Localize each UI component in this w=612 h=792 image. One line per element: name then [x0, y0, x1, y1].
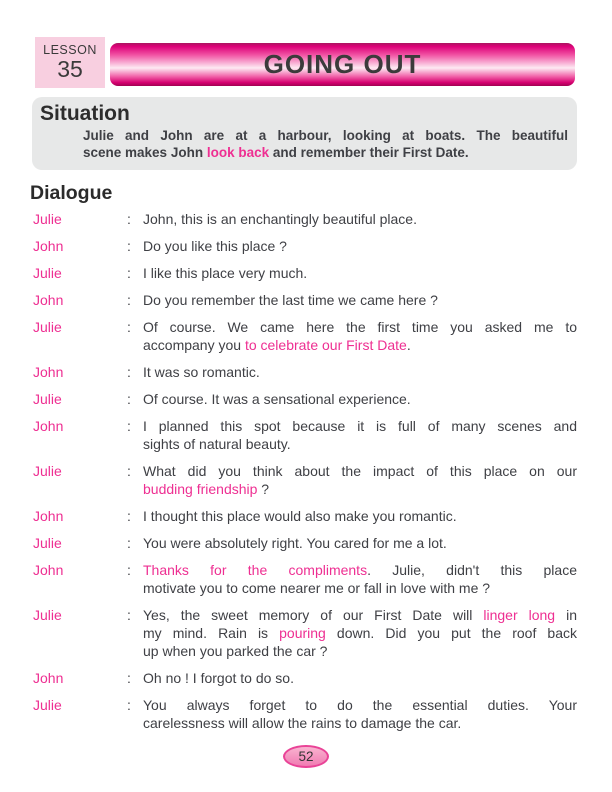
speaker-name: John [33, 670, 64, 686]
dialogue-line [143, 291, 577, 309]
speaker-name: Julie [33, 697, 62, 713]
colon-separator: : [127, 238, 131, 254]
dialogue-line [143, 507, 577, 525]
text-segment: Yes, the sweet memory of our First Date will [143, 607, 484, 623]
speaker-name: Julie [33, 463, 62, 479]
text-segment: Oh no ! I forgot to do so. [143, 670, 294, 686]
dialogue-entry [33, 507, 612, 525]
dialogue-text [143, 237, 577, 255]
highlighted-text: linger long [483, 607, 556, 623]
colon-separator: : [127, 292, 131, 308]
highlighted-text: to celebrate our First Date [244, 337, 407, 353]
dialogue-line [143, 363, 577, 381]
speaker-name: John [33, 292, 64, 308]
dialogue-line [143, 561, 577, 579]
speaker-name: John [33, 508, 64, 524]
dialogue-line [143, 336, 577, 354]
dialogue-text [143, 696, 577, 732]
text-segment: Do you remember the last time we came here ? [143, 292, 438, 308]
text-segment: scene makes John [83, 145, 207, 160]
dialogue-text [143, 534, 577, 552]
speaker-name: John [33, 364, 64, 380]
dialogue-line [143, 624, 577, 642]
dialogue-entry [33, 264, 612, 282]
dialogue-text [143, 264, 577, 282]
situation-heading: Situation [40, 102, 130, 125]
dialogue-line [143, 534, 577, 552]
dialogue-text [143, 318, 577, 354]
text-segment: John, this is an enchantingly beautiful place. [143, 211, 417, 227]
highlighted-text: budding friendship [143, 481, 258, 497]
speaker-name: Julie [33, 391, 62, 407]
text-segment: sights of natural beauty. [143, 436, 291, 452]
highlighted-text: look back [206, 145, 270, 160]
dialogue-text [143, 462, 577, 498]
page-number: 52 [298, 749, 314, 764]
dialogue-line [143, 579, 577, 597]
page-title: GOING OUT [263, 49, 422, 79]
dialogue-line [143, 462, 577, 480]
dialogue-line [143, 264, 577, 282]
text-segment: up when you parked the car ? [143, 643, 328, 659]
highlighted-text: Thanks for the compliments [143, 562, 368, 578]
text-segment: I like this place very much. [143, 265, 308, 281]
text-segment: Do you like this place ? [143, 238, 287, 254]
dialogue-entry [33, 534, 612, 552]
dialogue-entry [33, 390, 612, 408]
dialogue-heading: Dialogue [30, 182, 113, 204]
colon-separator: : [127, 364, 131, 380]
dialogue-entry [33, 462, 612, 498]
dialogue-entry [33, 237, 612, 255]
dialogue-line [143, 237, 577, 255]
dialogue-entry [33, 696, 612, 732]
dialogue-text [143, 561, 577, 597]
dialogue-line [143, 417, 577, 435]
text-segment: You were absolutely right. You cared for me a lot. [143, 535, 447, 551]
speaker-name: Julie [33, 211, 62, 227]
dialogue-line [143, 435, 577, 453]
speaker-name: John [33, 562, 64, 578]
speaker-name: John [33, 238, 64, 254]
dialogue-text [143, 417, 577, 453]
dialogue-text [143, 507, 577, 525]
text-segment: It was so romantic. [143, 364, 260, 380]
dialogue-entry [33, 318, 612, 354]
lesson-header [0, 0, 612, 97]
text-segment: Julie and John are at a harbour, looking at boats. The beautiful [83, 128, 568, 143]
text-segment: Of course. We came here the first time you asked me to [143, 319, 577, 335]
dialogue-line [143, 390, 577, 408]
page-number-badge [283, 745, 329, 768]
situation-line [83, 144, 568, 161]
highlighted-text: pouring [279, 625, 326, 641]
text-segment: my mind. Rain is [143, 625, 280, 641]
dialogue-line [143, 210, 577, 228]
situation-box [32, 97, 577, 170]
speaker-name: Julie [33, 265, 62, 281]
dialogue-entry [33, 669, 612, 687]
speaker-name: Julie [33, 319, 62, 335]
text-segment: in [555, 607, 577, 623]
text-segment: carelessness will allow the rains to damage the car. [143, 715, 462, 731]
dialogue-line [143, 669, 577, 687]
colon-separator: : [127, 319, 131, 335]
dialogue-entry [33, 561, 612, 597]
text-segment: and remember their First Date. [269, 145, 469, 160]
dialogue-line [143, 480, 577, 498]
dialogue-text [143, 291, 577, 309]
dialogue-list [33, 210, 612, 732]
colon-separator: : [127, 211, 131, 227]
text-segment: You always forget to do the essential duties. Your [143, 697, 577, 713]
colon-separator: : [127, 463, 131, 479]
text-segment: . [406, 337, 411, 353]
situation-line [83, 127, 568, 144]
colon-separator: : [127, 508, 131, 524]
colon-separator: : [127, 670, 131, 686]
dialogue-entry [33, 417, 612, 453]
colon-separator: : [127, 391, 131, 407]
dialogue-line [143, 606, 577, 624]
dialogue-entry [33, 606, 612, 660]
dialogue-line [143, 696, 577, 714]
text-segment: accompany you [143, 337, 245, 353]
dialogue-text [143, 210, 577, 228]
colon-separator: : [127, 265, 131, 281]
dialogue-entry [33, 210, 612, 228]
speaker-name: Julie [33, 607, 62, 623]
dialogue-line [143, 714, 577, 732]
colon-separator: : [127, 607, 131, 623]
dialogue-text [143, 363, 577, 381]
text-segment: Of course. It was a sensational experience. [143, 391, 411, 407]
situation-text [83, 127, 568, 161]
dialogue-line [143, 318, 577, 336]
dialogue-entry [33, 363, 612, 381]
text-segment: I thought this place would also make you romantic. [143, 508, 457, 524]
speaker-name: Julie [33, 535, 62, 551]
colon-separator: : [127, 562, 131, 578]
colon-separator: : [127, 535, 131, 551]
dialogue-text [143, 669, 577, 687]
lesson-number: 35 [57, 56, 83, 82]
title-banner [110, 43, 575, 86]
text-segment: . Julie, didn't this place [367, 562, 577, 578]
lesson-number-box [35, 37, 105, 88]
text-segment: What did you think about the impact of this place on our [143, 463, 577, 479]
dialogue-line [143, 642, 577, 660]
colon-separator: : [127, 697, 131, 713]
speaker-name: John [33, 418, 64, 434]
text-segment: down. Did you put the roof back [325, 625, 577, 641]
colon-separator: : [127, 418, 131, 434]
text-segment: motivate you to come nearer me or fall in love with me ? [143, 580, 491, 596]
text-segment: I planned this spot because it is full of many scenes and [143, 418, 577, 434]
dialogue-text [143, 390, 577, 408]
text-segment: ? [257, 481, 270, 497]
lesson-label: LESSON [43, 43, 97, 57]
dialogue-entry [33, 291, 612, 309]
dialogue-text [143, 606, 577, 660]
